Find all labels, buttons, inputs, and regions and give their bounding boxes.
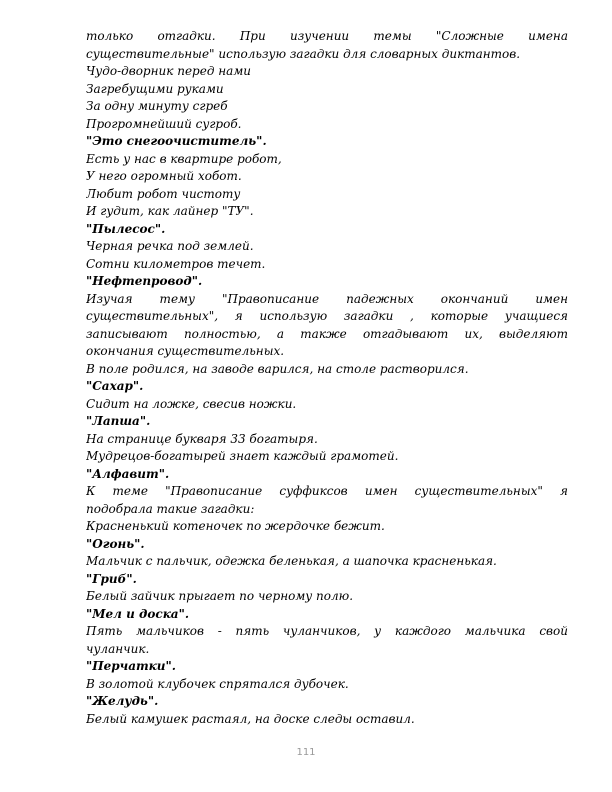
riddle-line: Любит робот чистоту [86,186,241,201]
text-line: К теме "Правописание суффиксов имен существительных" я [86,484,568,498]
riddle-line: Загребущими руками [86,81,224,96]
riddle-line: Мудрецов-богатырей знает каждый грамотей. [86,449,399,463]
riddle-line: Сидит на ложке, свесив ножки. [86,396,297,411]
riddle-answer: "Перчатки". [86,659,176,673]
riddle-answer: "Желудь". [86,694,159,708]
text-line: записывают полностью, а также отгадывают их, выделяют [86,326,568,341]
riddle-answer: "Гриб". [86,571,137,586]
riddle-line: В поле родился, на заводе варился, на столе растворился. [86,361,469,376]
riddle-line: Черная речка под землей. [86,239,254,253]
text-line: подобрала такие загадки: [86,501,255,516]
text-line: только отгадки. При изучении темы "Сложные имена [86,29,568,43]
riddle-line: Белый зайчик прыгает по черному полю. [86,589,354,603]
riddle-line: Мальчик с пальчик, одежка беленькая, а шапочка красненькая. [86,554,497,568]
riddle-line: На странице букваря 33 богатыря. [86,431,318,446]
riddle-line: Пять мальчиков - пять чуланчиков, у каждого мальчика свой [86,624,568,638]
riddle-answer: "Сахар". [86,379,144,393]
riddle-line: Прогромнейший сугроб. [86,116,242,131]
riddle-answer: "Лапша". [86,414,151,428]
riddle-answer: "Алфавит". [86,466,170,481]
riddle-line: И гудит, как лайнер "ТУ". [86,204,254,218]
riddle-line: У него огромный хобот. [86,169,242,183]
text-line: существительные" использую загадки для словарных диктантов. [86,46,521,61]
riddle-line: Белый камушек растаял, на доске следы оставил. [86,711,415,726]
riddle-line: Красненький котеночек по жердочке бежит. [86,519,385,533]
text-line [86,291,568,309]
riddle-answer: "Огонь". [86,536,145,551]
riddle-line: Чудо-дворник перед нами [86,64,251,78]
riddle-answer: "Мел и доска". [86,606,190,621]
riddle-line: Сотни километров течет. [86,256,266,271]
riddle-line: чуланчик. [86,641,150,656]
text-line-content: Изучая тему "Правописание падежных окончаний имен [86,291,568,306]
riddle-answer: "Пылесос". [86,221,166,236]
riddle-answer: "Нефтепровод". [86,274,203,288]
page-number: 111 [296,747,316,758]
text-line: существительных", я использую загадки , которые учащиеся [86,309,568,323]
riddle-line: За одну минуту сгреб [86,99,228,113]
text-line: окончания существительных. [86,344,285,358]
riddle-answer: "Это снегоочиститель". [86,134,267,148]
riddle-line: В золотой клубочек спрятался дубочек. [86,676,349,691]
riddle-line: Есть у нас в квартире робот, [86,151,282,166]
